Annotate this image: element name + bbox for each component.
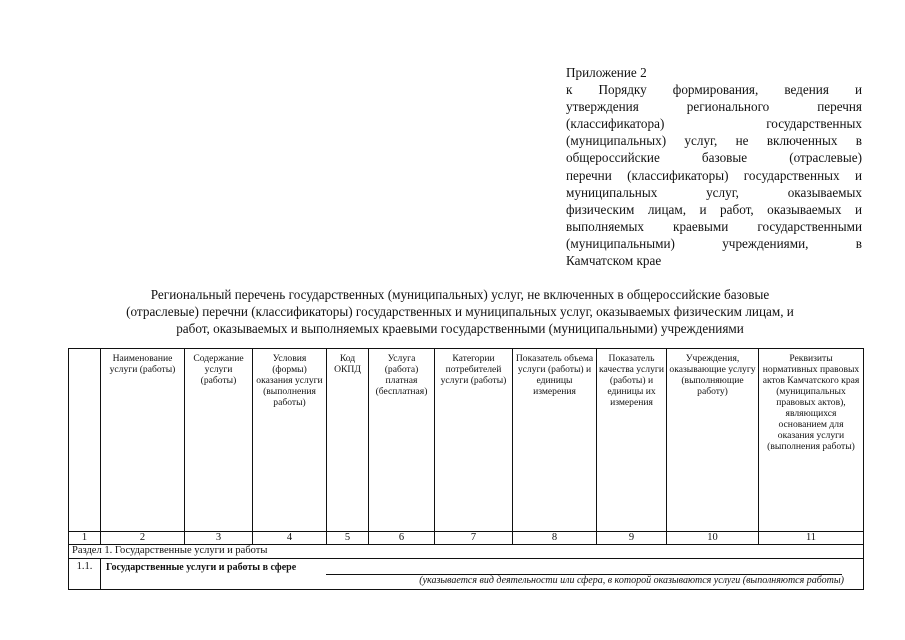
column-number: 4: [253, 532, 327, 545]
appendix-line: физическим лицам, и работ, оказываемых и: [566, 201, 862, 217]
appendix-line: перечни (классификаторы) государственных и: [566, 167, 862, 183]
appendix-line: к Порядку формирования, ведения и: [566, 82, 862, 98]
appendix-line: муниципальных услуг, оказываемых: [566, 184, 862, 200]
appendix-line: выполняемых краевыми государственными: [566, 218, 862, 234]
appendix-line: (муниципальными) учреждениями, в: [566, 235, 862, 251]
column-number: 8: [513, 532, 597, 545]
title-line: работ, оказываемых и выполняемых краевыми государственными (муниципальными) учреждениями: [176, 321, 744, 336]
appendix-line: (классификатора) государственных: [566, 116, 862, 132]
column-number: 5: [327, 532, 369, 545]
section-heading: Раздел 1. Государственные услуги и работы: [69, 545, 864, 559]
item-cell: [101, 559, 864, 590]
table-header-row: [69, 349, 864, 532]
appendix-line: общероссийские базовые (отраслевые): [566, 150, 862, 166]
header-cell: Показатель объема услуги (работы) и единицы измерения: [513, 349, 597, 532]
column-number: 9: [597, 532, 667, 545]
header-cell: Учреждения, оказывающие услугу (выполняющие работу): [667, 349, 759, 532]
appendix-line: Камчатском крае: [566, 253, 662, 269]
column-number: 1: [69, 532, 101, 545]
column-number: 2: [101, 532, 185, 545]
section-row: [69, 545, 864, 559]
header-cell: Условия (формы) оказания услуги (выполнения работы): [253, 349, 327, 532]
title-line: (отраслевые) перечни (классификаторы) государственных и муниципальных услуг, оказываемых физическим лицам, и: [126, 304, 794, 319]
header-cell: Содержание услуги (работы): [185, 349, 253, 532]
table-row: [69, 559, 864, 590]
column-number: 10: [667, 532, 759, 545]
item-note: (указывается вид деятельности или сфера, в которой оказываются услуги (выполняются работы): [419, 575, 844, 586]
appendix-line: утверждения регионального перечня: [566, 99, 862, 115]
item-label: Государственные услуги и работы в сфере: [106, 562, 297, 573]
column-number: 7: [435, 532, 513, 545]
column-number: 6: [369, 532, 435, 545]
document-title: [60, 286, 860, 337]
column-number-row: [69, 532, 864, 545]
header-cell: Наименование услуги (работы): [101, 349, 185, 532]
header-cell: Категории потребителей услуги (работы): [435, 349, 513, 532]
column-number: 11: [759, 532, 864, 545]
item-number: 1.1.: [69, 559, 101, 590]
registry-table: [68, 348, 864, 590]
appendix-line: Приложение 2: [566, 65, 647, 80]
appendix-block: [566, 64, 862, 269]
appendix-line: (муниципальных) услуг, не включенных в: [566, 133, 862, 149]
title-line: Региональный перечень государственных (муниципальных) услуг, не включенных в общероссийские базовые: [150, 287, 770, 302]
header-cell: Услуга (работа) платная (бесплатная): [369, 349, 435, 532]
header-cell: Реквизиты нормативных правовых актов Камчатского края (муниципальных правовых актов), являющихся основанием для оказания услуги (выполнения работы): [759, 349, 864, 532]
header-cell: Код ОКПД: [327, 349, 369, 532]
header-cell: [69, 349, 101, 532]
header-cell: Показатель качества услуги (работы) и единицы их измерения: [597, 349, 667, 532]
column-number: 3: [185, 532, 253, 545]
